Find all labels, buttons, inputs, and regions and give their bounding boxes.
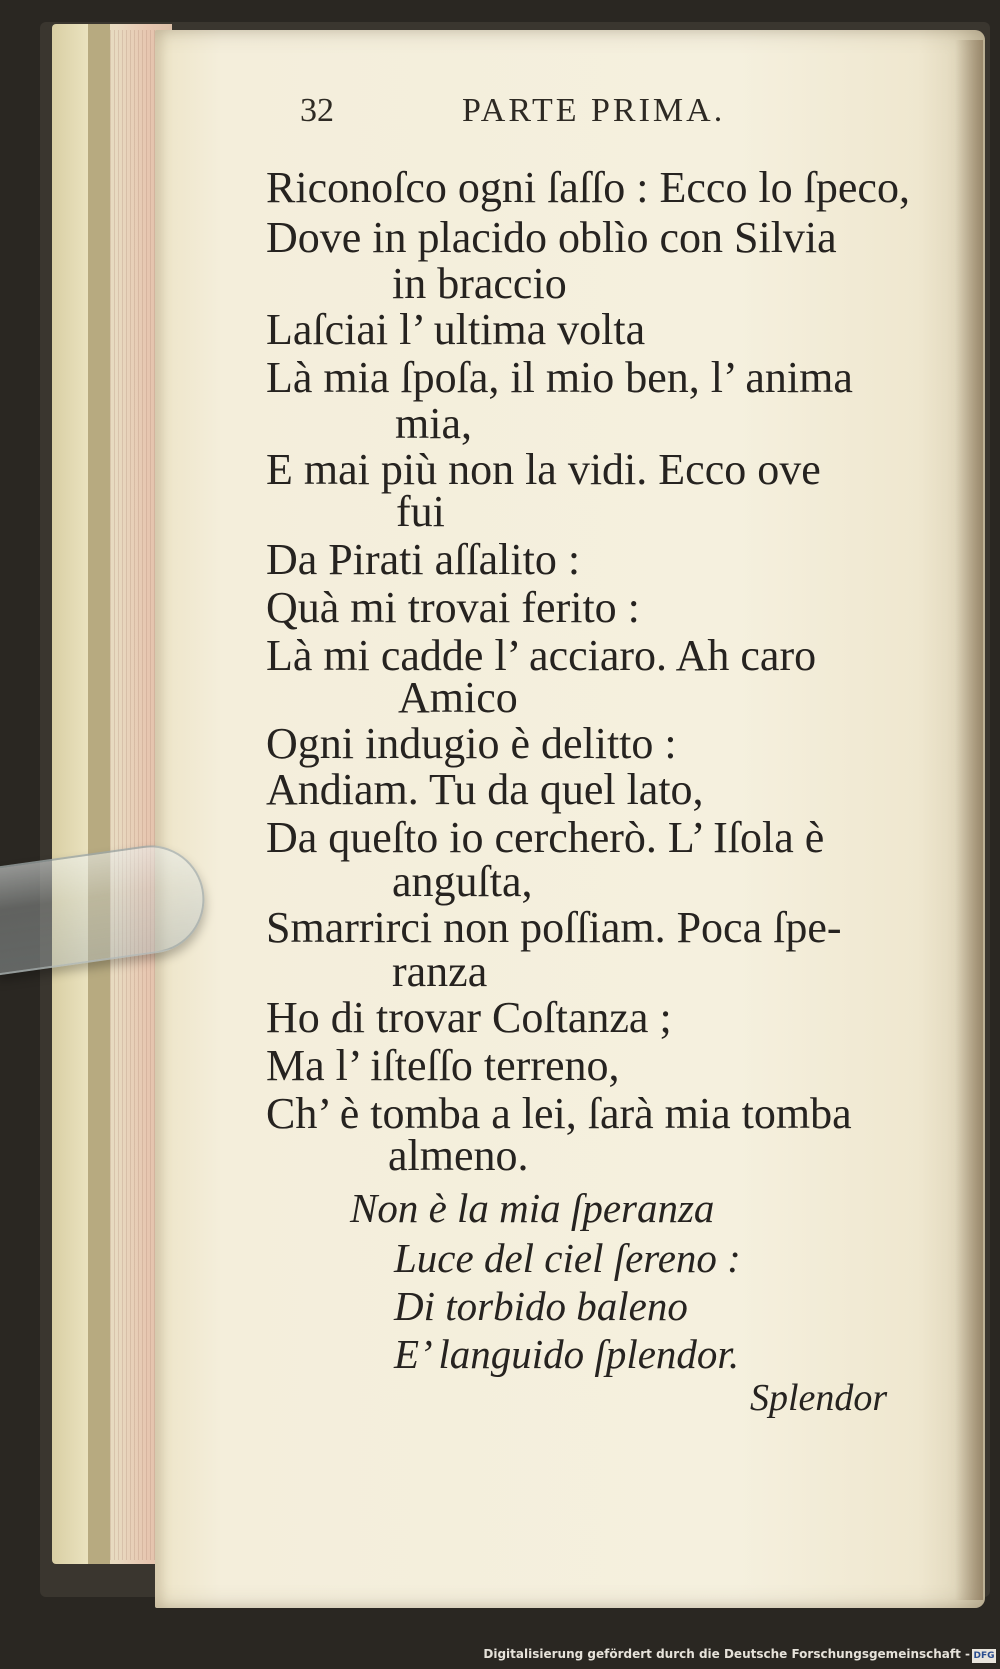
verse-line: Da Pirati aſſalito :: [266, 535, 581, 584]
aria-line: E’ languido ſplendor.: [394, 1331, 740, 1377]
verse-line: Ma l’ iſteſſo terreno,: [266, 1041, 620, 1090]
gutter-shadow: [955, 40, 983, 1600]
catchword: Splendor: [750, 1377, 888, 1419]
verse-line: Là mia ſpoſa, il mio ben, l’ anima: [266, 353, 853, 402]
digitization-credit: Digitalisierung gefördert durch die Deutsche Forschungsgemeinschaft -: [483, 1647, 970, 1661]
verse-line: almeno.: [388, 1131, 529, 1180]
page-number: 32: [300, 92, 334, 129]
verse-line: Andiam. Tu da quel lato,: [266, 765, 704, 814]
verse-line: mia,: [395, 399, 472, 448]
verse-line: anguſta,: [392, 857, 533, 906]
verse-line: in braccio: [392, 259, 567, 308]
verse-line: Smarrirci non poſſiam. Poca ſpe-: [266, 903, 842, 952]
verse-line: Ho di trovar Coſtanza ;: [266, 993, 672, 1042]
verse-line: E mai più non la vidi. Ecco ove: [266, 445, 821, 494]
dfg-logo: DFG: [973, 1651, 995, 1661]
verse-line: Là mi cadde l’ acciaro. Ah caro: [266, 631, 817, 680]
verse-line: Riconoſco ogni ſaſſo : Ecco lo ſpeco,: [266, 163, 910, 212]
binding-strip: [88, 24, 110, 1564]
verse-line: Dove in placido oblìo con Silvia: [266, 213, 837, 262]
verse-line: Quà mi trovai ferito :: [266, 583, 640, 632]
verse-line: ranza: [392, 947, 488, 996]
aria-line: Non è la mia ſperanza: [350, 1185, 715, 1231]
verse-line: fui: [396, 487, 445, 536]
verse-line: Da queſto io cercherò. L’ Iſola è: [266, 813, 825, 862]
verse-line: Laſciai l’ ultima volta: [266, 305, 646, 354]
verse-line: Amico: [398, 673, 518, 722]
running-head: PARTE PRIMA.: [462, 92, 726, 129]
aria-line: Di torbido baleno: [394, 1283, 688, 1329]
aria-line: Luce del ciel ſereno :: [394, 1235, 741, 1281]
verse-line: Ch’ è tomba a lei, ſarà mia tomba: [266, 1089, 852, 1138]
verse-line: Ogni indugio è delitto :: [266, 719, 677, 768]
